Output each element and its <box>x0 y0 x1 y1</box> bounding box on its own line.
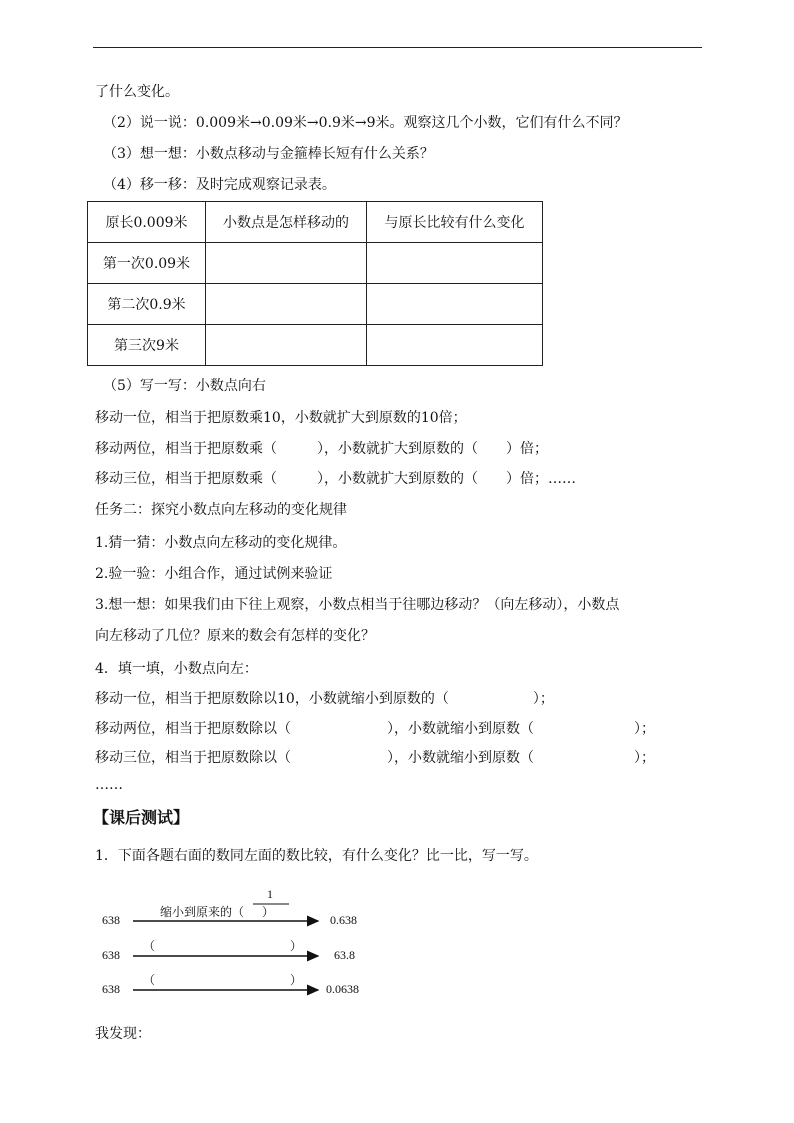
text-line: 移动一位，相当于把原数乘10，小数就扩大到原数的10倍； <box>95 410 467 426</box>
text-segment: 移动两位，相当于把原数除以（ <box>95 721 291 737</box>
exercise-right-number: 0.0638 <box>326 982 359 996</box>
text-segment: ）； <box>634 721 655 737</box>
text-line: …… <box>95 777 123 793</box>
text-line: （2）说一说：0.009米→0.09米→0.9米→9米。观察这几个小数，它们有什么不同？ <box>103 115 628 131</box>
text-line: 向左移动了几位？原来的数会有怎样的变化？ <box>95 628 375 644</box>
text-segment: ），小数就扩大到原数的（ <box>317 471 478 487</box>
text-line: 4．填一填，小数点向左： <box>95 661 258 677</box>
text-line: 3.想一想：如果我们由下往上观察，小数点相当于往哪边移动？（向左移动），小数点 <box>95 597 620 613</box>
found-label: 我发现： <box>95 1026 151 1042</box>
text-line: 1.猜一猜：小数点向左移动的变化规律。 <box>95 535 347 551</box>
text-segment: ），小数就缩小到原数（ <box>387 721 534 737</box>
text-segment: ）倍； <box>506 441 548 457</box>
exercise-blank-open: （ <box>143 939 156 953</box>
text-line: 2.验一验：小组合作，通过试例来验证 <box>95 566 333 582</box>
exercise-left-number: 638 <box>102 913 120 927</box>
exercise-right-number: 0.638 <box>330 913 357 927</box>
text-segment: 移动两位，相当于把原数乘（ <box>95 441 277 457</box>
text-segment: ）倍；…… <box>506 471 576 487</box>
fraction-numerator: 1 <box>267 887 273 901</box>
table-header-cell: 原长0.009米 <box>88 202 206 243</box>
section-heading: 【课后测试】 <box>93 808 190 827</box>
text-line: 了什么变化。 <box>95 84 179 100</box>
text-segment: 移动一位，相当于把原数除以10，小数就缩小到原数的（ <box>95 691 449 707</box>
text-segment: 移动三位，相当于把原数除以（ <box>95 750 291 766</box>
table-cell: 第二次0.9米 <box>88 284 206 325</box>
exercise-left-number: 638 <box>102 948 120 962</box>
question-line: 1．下面各题右面的数同左面的数比较，有什么变化？比一比，写一写。 <box>95 848 538 864</box>
exercise-blank-close: ） <box>290 939 303 953</box>
text-segment: ），小数就扩大到原数的（ <box>317 441 478 457</box>
exercise-left-number: 638 <box>102 982 120 996</box>
exercise-blank-close: ） <box>290 973 303 987</box>
exercise-right-number: 63.8 <box>334 948 355 962</box>
text-line: （4）移一移：及时完成观察记录表。 <box>103 177 336 193</box>
table-cell: 第三次9米 <box>88 325 206 366</box>
text-segment: ）； <box>634 750 655 766</box>
table-header-cell: 小数点是怎样移动的 <box>206 202 367 243</box>
exercise-label: 缩小到原来的（ ） <box>160 905 275 919</box>
text-line: （3）想一想：小数点移动与金箍棒长短有什么关系？ <box>103 146 434 162</box>
text-line: （5）写一写：小数点向右 <box>103 378 266 394</box>
exercise-blank-open: （ <box>143 973 156 987</box>
table-header-cell: 与原长比较有什么变化 <box>367 202 543 243</box>
text-segment: ），小数就缩小到原数（ <box>387 750 534 766</box>
text-line: 任务二：探究小数点向左移动的变化规律 <box>95 502 347 518</box>
text-segment: ）； <box>532 691 554 707</box>
table-cell: 第一次0.09米 <box>88 243 206 284</box>
text-segment: 移动三位，相当于把原数乘（ <box>95 471 277 487</box>
